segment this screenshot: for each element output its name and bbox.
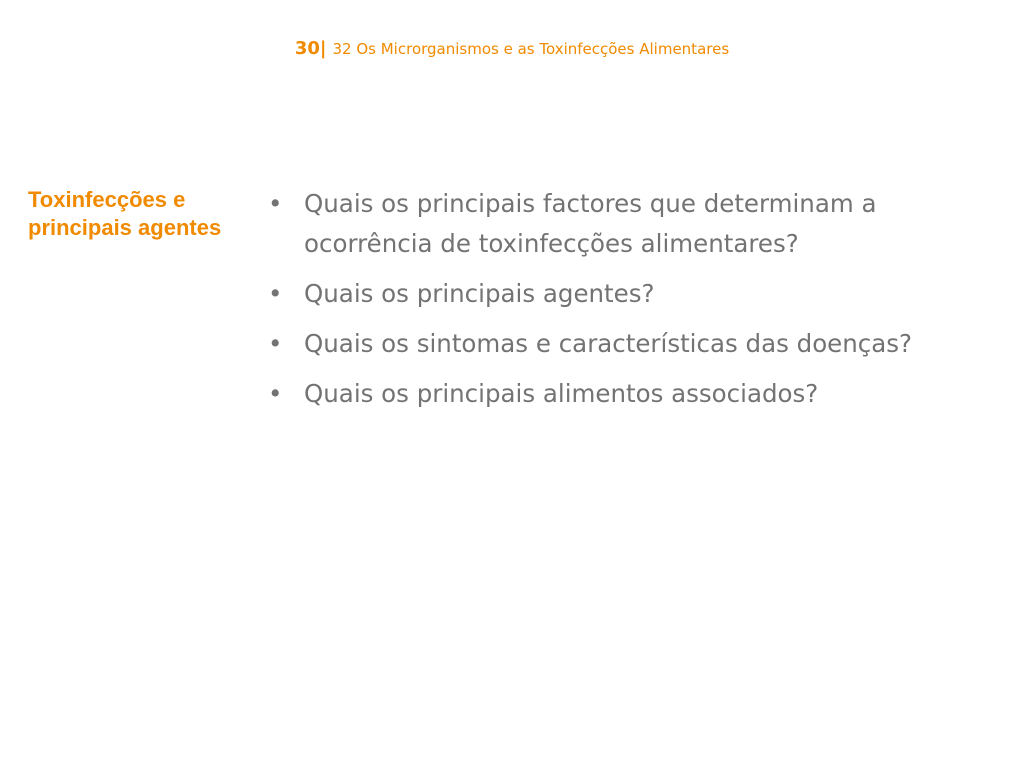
bullet-list	[262, 184, 982, 424]
section-title: Toxinfecções e principais agentes	[28, 187, 222, 240]
slide-header	[0, 38, 1024, 59]
bullet-text: Quais os principais alimentos associados?	[304, 379, 819, 408]
bullet-text: Quais os principais factores que determinam a ocorrência de toxinfecções alimentares?	[304, 189, 877, 258]
header-title: 32 Os Microrganismos e as Toxinfecções Alimentares	[332, 40, 730, 58]
bullet-item	[262, 184, 982, 264]
bullet-text: Quais os sintomas e características das doenças?	[304, 329, 913, 358]
bullet-marker: •	[268, 189, 283, 218]
page-number: 30	[294, 38, 320, 59]
header-separator: |	[319, 38, 327, 59]
bullet-item	[262, 274, 982, 314]
bullet-item	[262, 324, 982, 364]
bullet-item	[262, 374, 982, 414]
bullet-marker: •	[268, 279, 283, 308]
bullet-text: Quais os principais agentes?	[304, 279, 655, 308]
bullet-marker: •	[268, 379, 283, 408]
bullet-marker: •	[268, 329, 283, 358]
